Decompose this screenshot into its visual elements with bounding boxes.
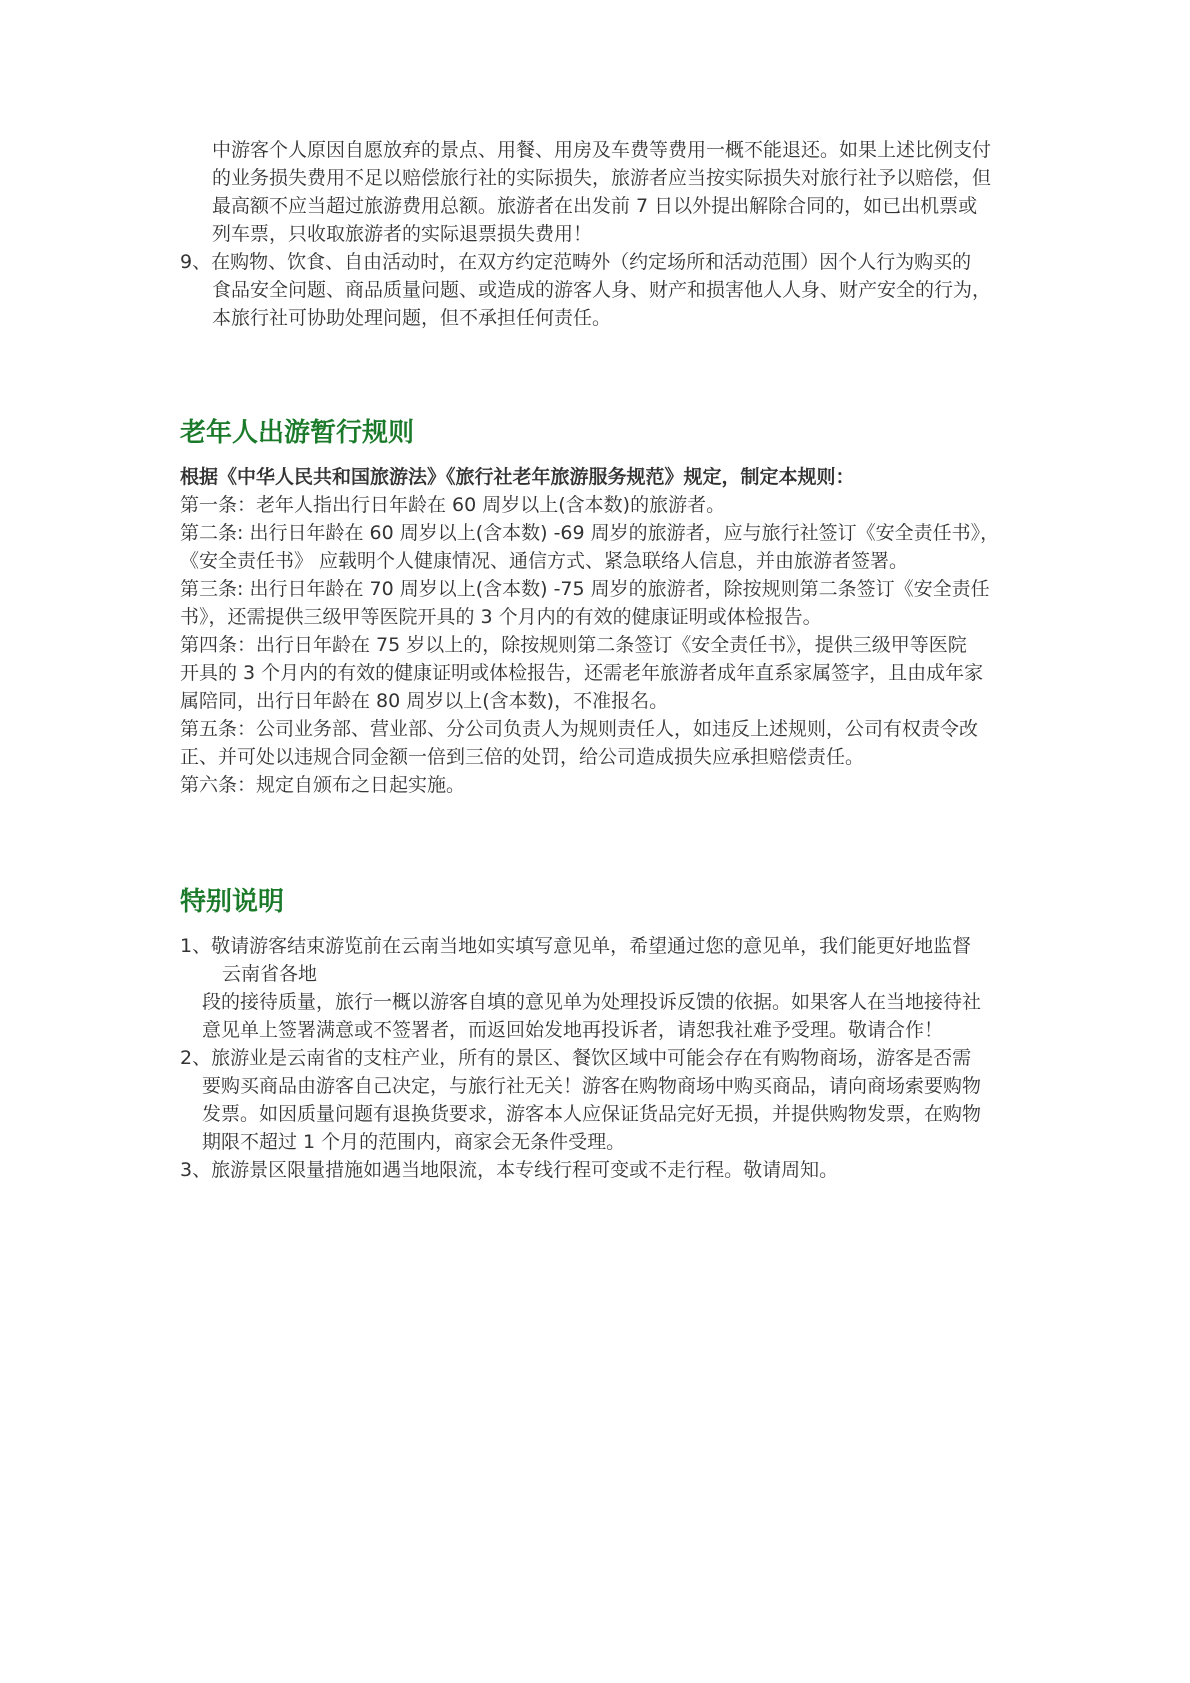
text-line: 的业务损失费用不足以赔偿旅行社的实际损失，旅游者应当按实际损失对旅行社予以赔偿，但 (212, 167, 992, 189)
special-notes-block (180, 932, 1080, 1184)
rule-line: 正、并可处以违规合同金额一倍到三倍的处罚，给公司造成损失应承担赔偿责任。 (180, 746, 865, 768)
special-notes-heading: 特别说明 (180, 887, 285, 917)
rule-line: 属陪同，出行日年龄在 80 周岁以上(含本数)，不准报名。 (180, 690, 669, 712)
text-line: 最高额不应当超过旅游费用总额。旅游者在出发前 7 日以外提出解除合同的，如已出机票或 (212, 195, 978, 217)
item-9-first-line: 9、在购物、饮食、自由活动时，在双方约定范畴外（约定场所和活动范围）因个人行为购买的 (180, 251, 972, 273)
text-line: 中游客个人原因自愿放弃的景点、用餐、用房及车费等费用一概不能退还。如果上述比例支付 (212, 139, 992, 161)
rule-line: 开具的 3 个月内的有效的健康证明或体检报告，还需老年旅游者成年直系家属签字，且由成年家 (180, 662, 984, 684)
elderly-rules-intro: 根据《中华人民共和国旅游法》《旅行社老年旅游服务规范》规定，制定本规则： (180, 466, 855, 488)
rule-line: 《安全责任书》 应载明个人健康情况、通信方式、紧急联络人信息，并由旅游者签署。 (180, 550, 909, 572)
cancellation-terms-block (180, 136, 1080, 332)
rule-line: 第二条: 出行日年龄在 60 周岁以上(含本数) -69 周岁的旅游者，应与旅行社签订《安全责任书》， (180, 522, 1000, 544)
rule-line: 第六条：规定自颁布之日起实施。 (180, 774, 466, 796)
text-line: 要购买商品由游客自己决定，与旅行社无关！游客在购物商场中购买商品，请向商场索要购物 (202, 1075, 982, 1097)
rule-line: 书》，还需提供三级甲等医院开具的 3 个月内的有效的健康证明或体检报告。 (180, 606, 822, 628)
text-line: 段的接待质量，旅行一概以游客自填的意见单为处理投诉反馈的依据。如果客人在当地接待社 (202, 991, 982, 1013)
elderly-rules-block (180, 463, 1080, 799)
note-1-subline: 云南省各地 (222, 963, 318, 985)
text-line: 发票。如因质量问题有退换货要求，游客本人应保证货品完好无损，并提供购物发票，在购物 (202, 1103, 982, 1125)
text-line: 食品安全问题、商品质量问题、或造成的游客人身、财产和损害他人人身、财产安全的行为， (212, 279, 992, 301)
text-line: 意见单上签署满意或不签署者，而返回始发地再投诉者，请恕我社难予受理。敬请合作！ (202, 1019, 944, 1041)
rule-line: 第一条：老年人指出行日年龄在 60 周岁以上(含本数)的旅游者。 (180, 494, 726, 516)
text-line: 本旅行社可协助处理问题，但不承担任何责任。 (212, 307, 612, 329)
text-line: 期限不超过 1 个月的范围内，商家会无条件受理。 (202, 1131, 626, 1153)
note-2-first-line: 2、旅游业是云南省的支柱产业，所有的景区、餐饮区域中可能会存在有购物商场，游客是否需 (180, 1047, 972, 1069)
rule-line: 第三条: 出行日年龄在 70 周岁以上(含本数) -75 周岁的旅游者，除按规则第二条签订《安全责任 (180, 578, 990, 600)
note-1-first-line: 1、敬请游客结束游览前在云南当地如实填写意见单，希望通过您的意见单，我们能更好地监督 (180, 935, 972, 957)
elderly-rules-heading: 老年人出游暂行规则 (180, 418, 415, 448)
text-line: 列车票，只收取旅游者的实际退票损失费用！ (212, 223, 593, 245)
rule-line: 第四条：出行日年龄在 75 岁以上的，除按规则第二条签订《安全责任书》，提供三级甲等医院 (180, 634, 967, 656)
note-3-line: 3、旅游景区限量措施如遇当地限流，本专线行程可变或不走行程。敬请周知。 (180, 1159, 839, 1181)
rule-line: 第五条：公司业务部、营业部、分公司负责人为规则责任人，如违反上述规则，公司有权责令改 (180, 718, 979, 740)
